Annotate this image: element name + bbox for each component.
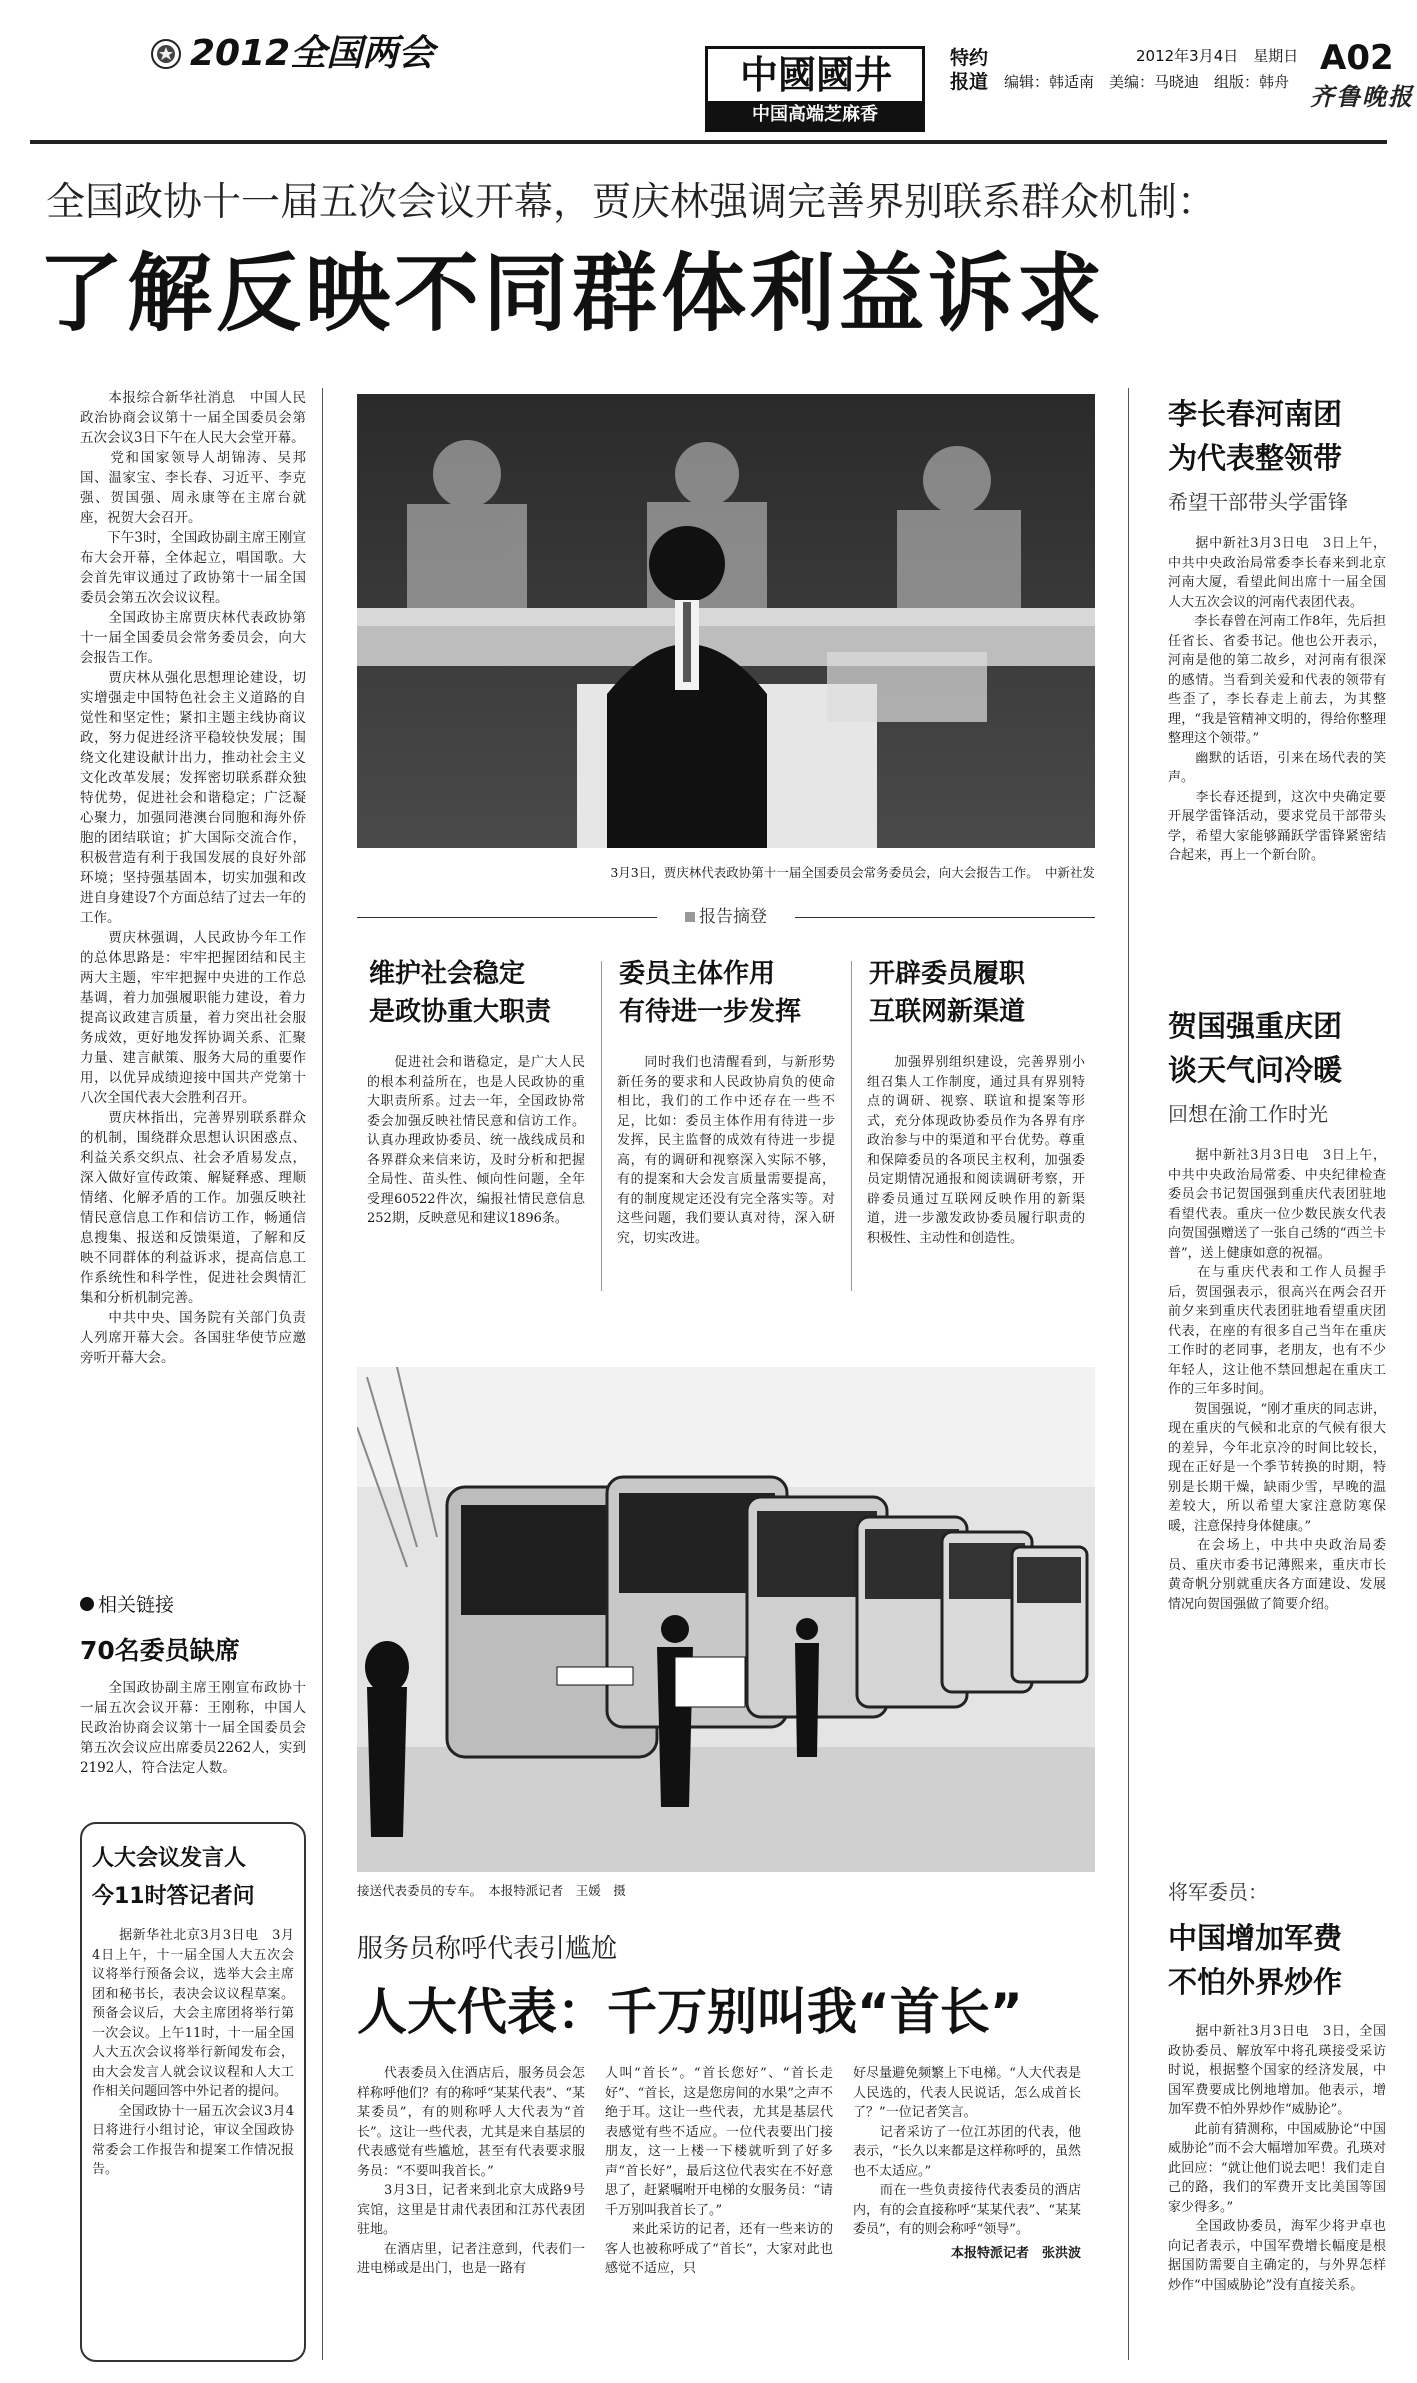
cppcc-photo-caption: 3月3日，贾庆林代表政协第十一届全国委员会常务委员会，向大会报告工作。 中新社发 [610,865,1095,880]
related-link-title: 70名委员缺席 [80,1636,240,1665]
sponsor-ad-tagline: 中国高端芝麻香 [708,101,922,129]
digest-column-body: 加强界别组织建设，完善界别小组召集人工作制度，通过具有界别特点的调研、视察、联谊和提案等形式，充分体现政协委员作为各界有序政治参与中的渠道和平台优势。尊重和保障委员的各项民主权利，加强委员定期情况通报和阅读调研考察，开辟委员通过互联网反映作用的新渠道，进一步激发政协委员履行职责的积极性、主动性和创造性。 [867,1055,1085,1246]
page-number: A02 [1320,38,1394,78]
npc-box-body: 据新华社北京3月3日电 3月4日上午，十一届全国人大五次会议将举行预备会议，选举大会主席团和秘书长，表决会议议程草案。预备会议后，大会主席团将举行第一次会议。上午11时，十一届全国人大五次会议将举行新闻发布会，由大会发言人就会议议程和人大工作相关问题回答中外记者的提问。 全国政协十一届五次会议3月4日将进行小组讨论，审议全国政协常委会工作报告和提案工作情况报告。 [92,1928,294,2177]
national-emblem-icon [150,38,182,70]
lead-kicker: 全国政协十一届五次会议开幕，贾庆林强调完善界别联系群众机制： [46,180,1217,225]
side-story-body: 据中新社3月3日电 3日上午，中共中央政治局常委、中央纪律检查委员会书记贺国强到重庆代表团驻地看望代表。重庆一位少数民族女代表向贺国强赠送了一张自己绣的“西兰卡普”，送上健康如意的祝福。 在与重庆代表和工作人员握手后，贺国强表示，很高兴在两会召开前夕来到重庆代表团驻地看望重庆团代表，在座的有很多自己当年在重庆工作时的老同事，老朋友，也有不少年轻人，这让他不禁回想起在重庆工作的三年多时间。 贺国强说，“刚才重庆的同志讲，现在重庆的气候和北京的气候有很大的差异，今年北京冷的时间比较长，现在正好是一个季节转换的时期，特别是长期干燥，缺雨少雪，早晚的温差较大，所以希望大家注意防寒保暖，注意保持身体健康。” 在会场上，中共中央政治局委员、重庆市委书记薄熙来，重庆市长黄奇帆分别就重庆各方面建设、发展情况向贺国强做了简要介绍。 [1168,1148,1386,1612]
story2-kicker: 服务员称呼代表引尴尬 [357,1934,618,1964]
side-story-body: 据中新社3月3日电 3日，全国政协委员、解放军中将孔瑛接受采访时说，根据整个国家的经济发展，中国军费要成比例地增加。他表示，增加军费不怕外界炒作“威胁论”。 此前有猜测称，中国威胁论“中国威胁论”而不会大幅增加军费。孔瑛对此回应：“就让他们说去吧！我们走自己的路，我们的军费开支比美国等国家少得多。” 全国政协委员，海军少将尹卓也向记者表示，中国军费增长幅度是根据国防需要自主确定的，与外界怎样炒作“中国威胁论”没有直接关系。 [1168,2024,1386,2293]
side-story-subtitle: 回想在渝工作时光 [1168,1102,1328,1126]
digest-column-title: 开辟委员履职 互联网新渠道 [869,959,1026,1027]
digest-column-body: 同时我们也清醒看到，与新形势新任务的要求和人民政协肩负的使命相比，我们的工作中还存在一些不足，比如：委员主体作用有待进一步发挥，民主监督的成效有待进一步提高，有的调研和视察深入实际不够，有的提案和大会发言质量需要提高，有的制度规定还没有完全落实等。对这些问题，我们要认真对待，深入研究，切实改进。 [617,1055,835,1246]
side-story-military-budget [1168,1878,1386,2322]
sponsor-ad-banner [705,46,925,132]
story2-headline: 人大代表：千万别叫我“首长” [357,1983,1023,2041]
related-link-label: 相关链接 [80,1592,174,1618]
digest-label: 报告摘登 [662,905,790,929]
lead-headline: 了解反映不同群体利益诉求 [38,245,1107,344]
masthead [0,0,1417,125]
digest-column-body: 促进社会和谐稳定，是广大人民的根本利益所在，也是人民政协的重大职责所系。过去一年，全国政协常委会加强反映社情民意和信访工作。认真办理政协委员、统一战线成员和各界群众来信来访，及时分析和把握全局性、苗头性、倾向性问题，全年受理60522件次，编报社情民意信息252期，反映意见和建议1896条。 [367,1055,585,1226]
story2-body-col3: 好尽量避免频繁上下电梯。“人大代表是人民选的，代表人民说话，怎么成首长了？”一位记者笑言。 记者采访了一位江苏团的代表，他表示，“长久以来都是这样称呼的，虽然也不太适应。” 而在一些负责接待代表委员的酒店内，有的会直接称呼“某某代表”、“某某委员”，有的则会称呼“领导”。 [853,2066,1081,2237]
related-link-body: 全国政协副主席王刚宣布政协十一届五次会议开幕：王刚称，中国人民政治协商会议第十一届全国委员会第五次会议应出席委员2262人，实到2192人，符合法定人数。 [80,1680,306,1776]
side-story-li-changchun [1168,392,1386,866]
column-divider-left [322,388,323,2360]
delegate-bus-photo [357,1367,1095,1872]
digest-column-title: 维护社会稳定 是政协重大职责 [369,959,552,1027]
digest-column-3 [857,955,1095,1248]
cppcc-speech-photo [357,394,1095,848]
report-digest [357,905,1095,1335]
newspaper-name: 齐鲁晚报 [1310,82,1414,111]
side-story-title: 贺国强重庆团 谈天气问冷暖 [1168,1009,1343,1087]
sponsor-ad-title: 中國國井 [739,52,892,97]
lead-article-body: 本报综合新华社消息 中国人民政治协商会议第十一届全国委员会第五次会议3日下午在人民大会堂开幕。 党和国家领导人胡锦涛、吴邦国、温家宝、李长春、习近平、李克强、贺国强、周永康等在主席台就座，祝贺大会召开。 下午3时，全国政协副主席王刚宣布大会开幕，全体起立，唱国歌。大会首先审议通过了政协第十一届全国委员会第五次会议议程。 全国政协主席贾庆林代表政协第十一届全国委员会常务委员会，向大会报告工作。 贾庆林从强化思想理论建设，切实增强走中国特色社会主义道路的自觉性和坚定性；紧扣主题主线协商议政，努力促进经济平稳较快发展；围绕文化建设献计出力，推动社会主义文化改革发展；发挥密切联系群众独特优势，促进社会和谐稳定；广泛凝心聚力，加强同港澳台同胞和海外侨胞的团结联谊；扩大国际交流合作，积极营造有利于我国发展的良好外部环境；坚持强基固本，切实加强和改进自身建设7个方面总结了过去一年的工作。 贾庆林强调，人民政协今年工作的总体思路是：牢牢把握团结和民主两大主题，牢牢把握中央进的工作总基调，着力加强履职能力建设，着力提高议政建言质量，着力突出社会服务成效，更好地发挥协调关系、汇聚力量、建言献策、服务大局的重要作用，以优异成绩迎接中国共产党第十八次全国代表大会胜利召开。 贾庆林指出，完善界别联系群众的机制，围绕群众思想认识困惑点、利益关系交织点、社会矛盾易发点，深入做好宣传政策、解疑释惑、理顺情绪、化解矛盾的工作。加强反映社情民意信息工作和信访工作，畅通信息搜集、报送和反馈渠道，了解和反映不同群体的利益诉求，提高信息工作系统性和科学性，促进社会舆情汇集和分析机制完善。 中共中央、国务院有关部门负责人列席开幕大会。各国驻华使节应邀旁听开幕大会。 [80,390,306,1366]
digest-column-2 [607,955,845,1248]
side-story-kicker: 将军委员： [1168,1880,1268,1904]
bus-photo-caption: 接送代表委员的专车。 本报特派记者 王媛 摄 [357,1883,626,1898]
editor-credits: 编辑：韩适南 美编：马晓迪 组版：韩舟 [1004,73,1290,91]
related-link-box [80,1592,306,1802]
column-divider-right [1128,388,1129,2360]
story2-col3 [853,2064,1081,2364]
header-rule [30,140,1387,144]
side-story-title: 中国增加军费 不怕外界炒作 [1168,1921,1343,1999]
digest-column-1 [357,955,595,1229]
digest-rule-right [795,917,1095,918]
digest-rule-left [357,917,657,918]
digest-bullet-icon [685,912,695,922]
issue-date: 2012年3月4日 星期日 [1136,47,1299,65]
story2-byline: 本报特派记者 张洪波 [950,2245,1081,2261]
side-story-he-guoqiang [1168,1004,1386,1614]
side-story-subtitle: 希望干部带头学雷锋 [1168,490,1348,514]
special-report-label: 特约 报道 [950,47,989,93]
npc-spokesperson-box [80,1822,306,2362]
bullet-icon [80,1597,94,1611]
npc-box-title: 人大会议发言人 今11时答记者问 [92,1846,255,1909]
digest-divider-2 [851,961,852,1291]
side-story-body: 据中新社3月3日电 3日上午，中共中央政治局常委李长春来到北京河南大厦，看望此间出席十一届全国人大五次会议的河南代表团代表。 李长春曾在河南工作8年，先后担任省长、省委书记。他也公开表示，河南是他的第二故乡，对河南有很深的感情。当看到关爱和代表的领带有些歪了，李长春走上前去，为其整理，“我是管精神文明的，得给你整理整理这个领带。” 幽默的话语，引来在场代表的笑声。 李长春还提到，这次中央确定要开展学雷锋活动，要求党员干部带头学，希望大家能够踊跃学雷锋紧密结合起来，再上一个新台阶。 [1168,536,1386,863]
side-story-title: 李长春河南团 为代表整领带 [1168,397,1343,475]
digest-column-title: 委员主体作用 有待进一步发挥 [619,959,802,1027]
story2-body-col1: 代表委员入住酒店后，服务员会怎样称呼他们？有的称呼“某某代表”、“某某委员”，有的则称呼人大代表为“首长”。这让一些代表，尤其是来自基层的代表感觉有些尴尬，甚至有代表要求服务员：“不要叫我首长。” 3月3日，记者来到北京大成路9号宾馆，这里是甘肃代表团和江苏代表团驻地。 在酒店里，记者注意到，代表们一进电梯或是出门，也是一路有 [357,2066,585,2276]
digest-divider-1 [601,961,602,1291]
story2-body-col2: 人叫“首长”。“首长您好”、“首长走好”、“首长，这是您房间的水果”之声不绝于耳。这让一些代表，尤其是基层代表感觉有些不适应。一位代表要出门接朋友，这一上楼一下楼就听到了好多声“首长好”，最后这位代表实在不好意思了，赶紧嘱咐开电梯的女服务员：“请千万别叫我首长了。” 来此采访的记者，还有一些来访的客人也被称呼成了“首长”，大家对此也感觉不适应，只 [605,2066,833,2276]
section-brand: 2012全国两会 [190,33,435,74]
